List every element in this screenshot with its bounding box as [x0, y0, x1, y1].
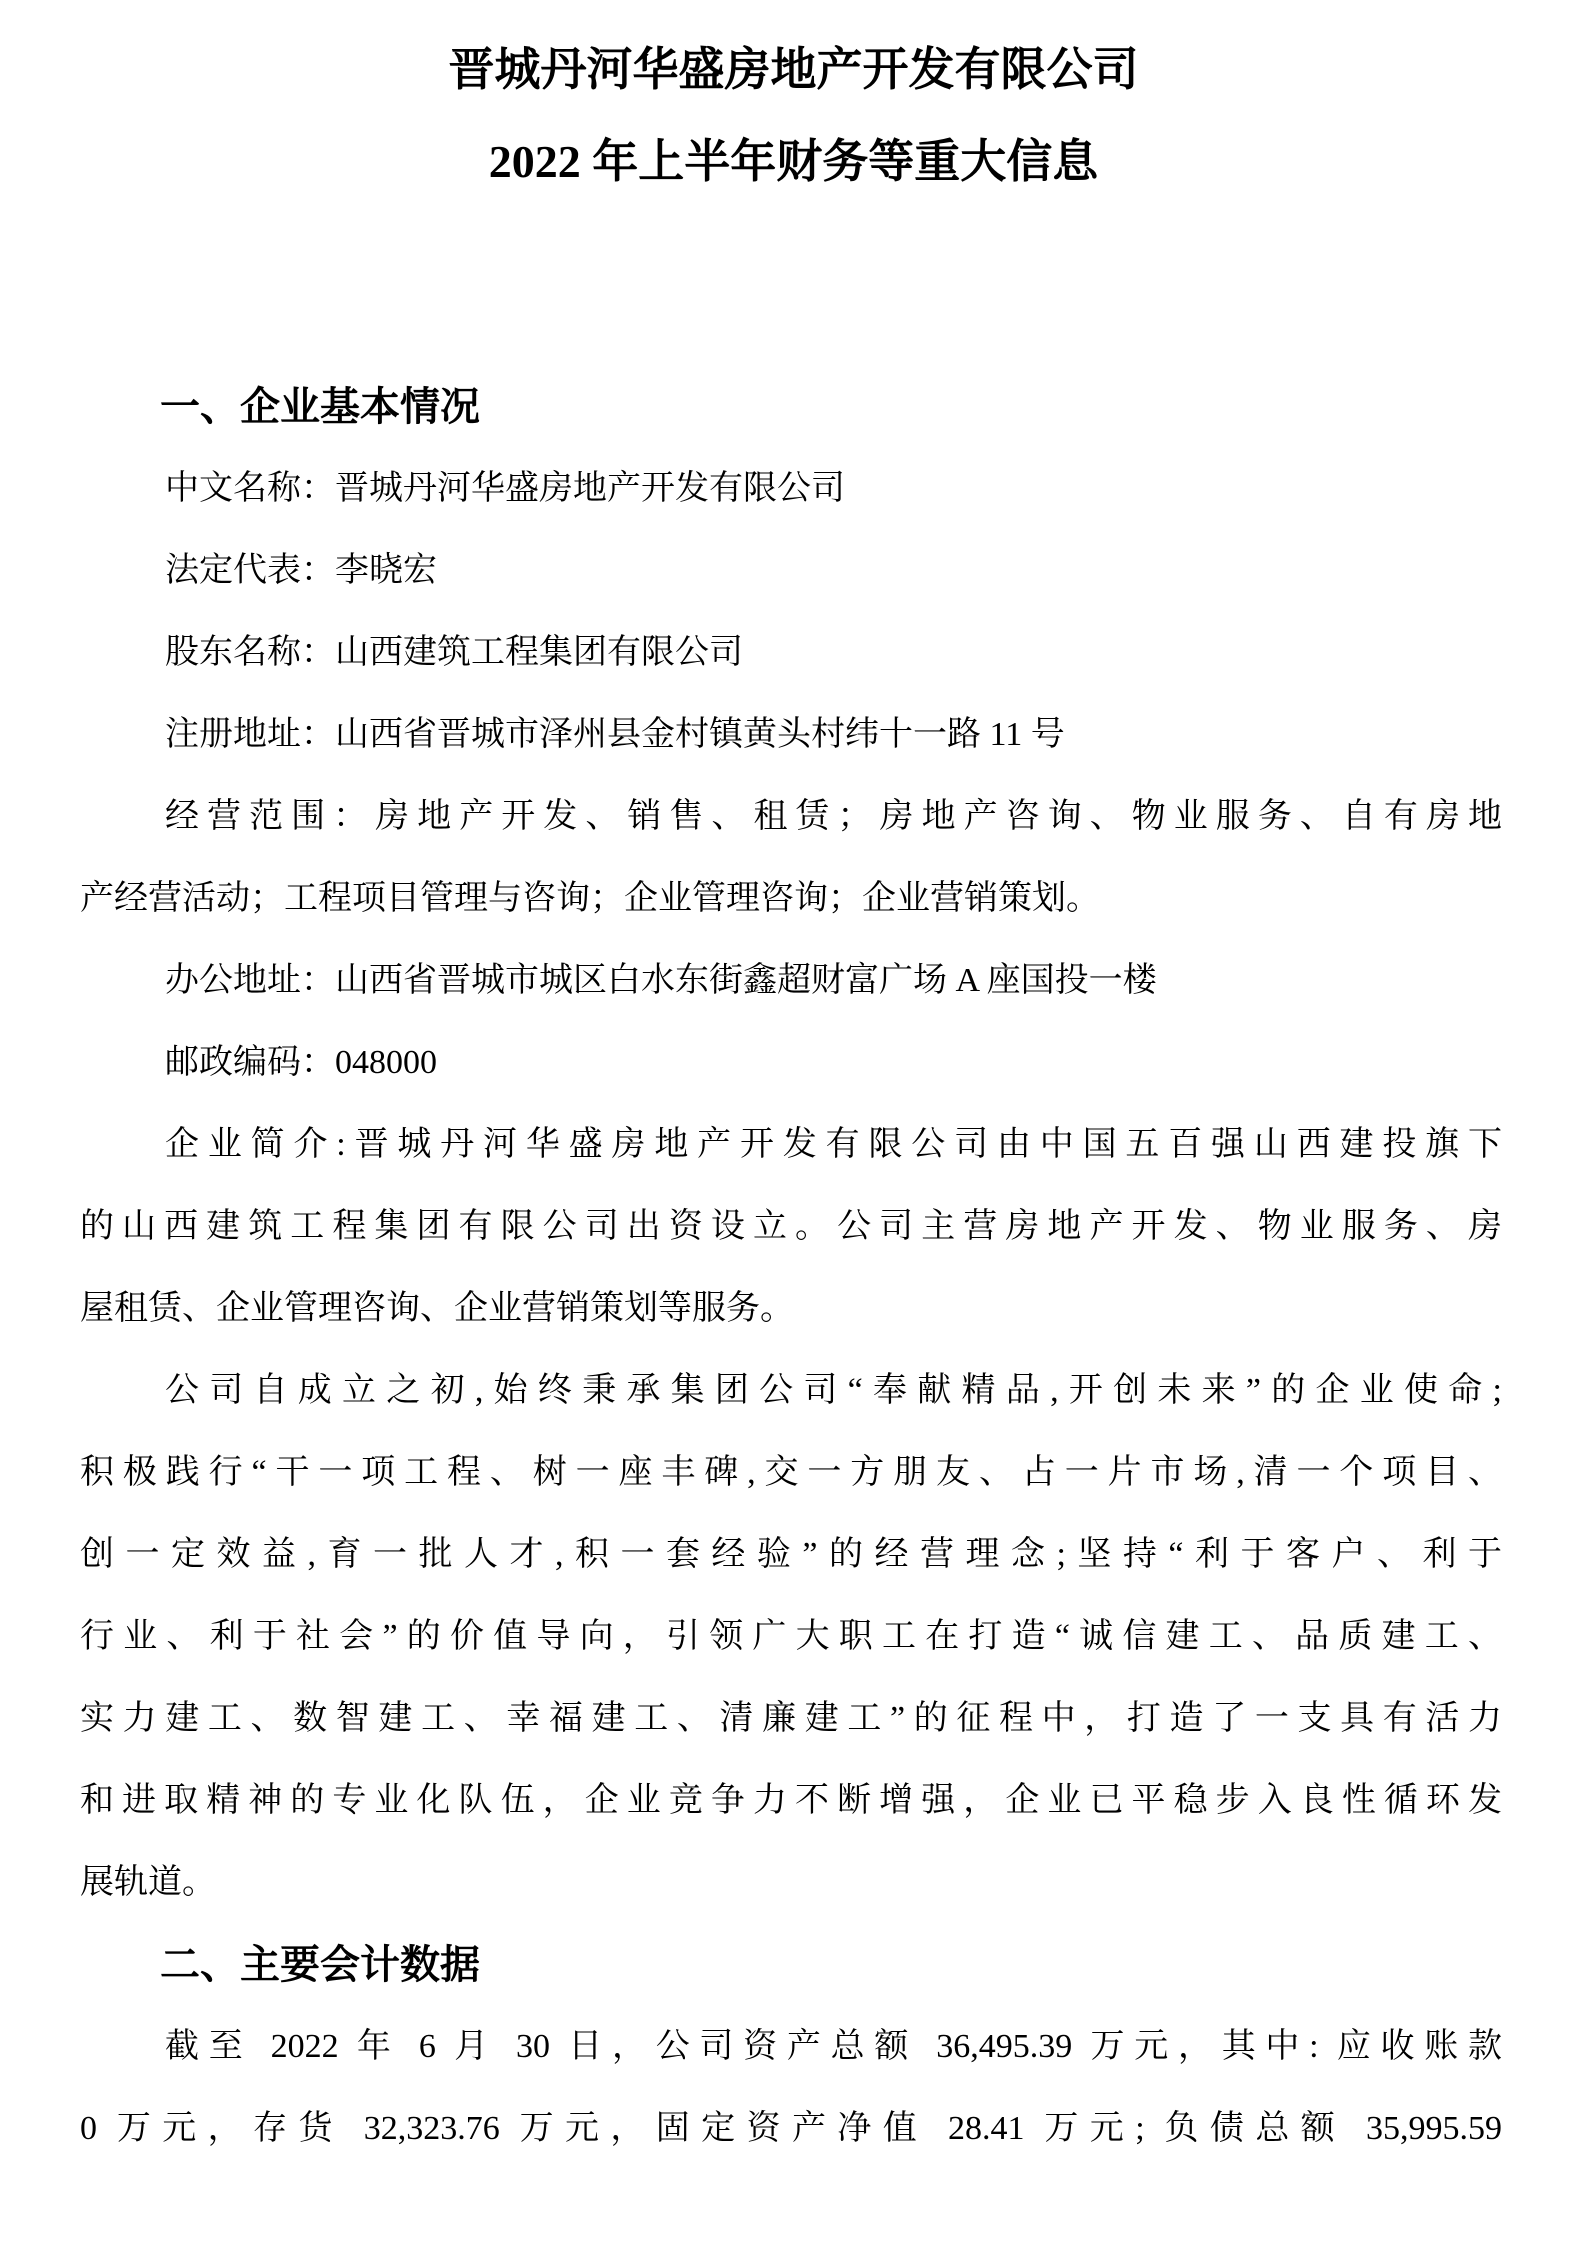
text-line: 屋租赁、企业管理咨询、企业营销策划等服务。 [80, 1290, 794, 1327]
text-line: 积极践行“干一项工程、树一座丰碑,交一方朋友、占一片市场,清一个项目、 [80, 1454, 1502, 1491]
text-line: 中文名称：晋城丹河华盛房地产开发有限公司 [165, 470, 845, 507]
section-1-lines [80, 448, 1502, 1924]
text-line: 和进取精神的专业化队伍，企业竞争力不断增强，企业已平稳步入良性循环发 [80, 1782, 1502, 1819]
text-line: 截至 2022 年 6 月 30 日，公司资产总额 36,495.39 万元，其中: 应收账款 [165, 2028, 1502, 2065]
text-line: 展轨道。 [80, 1864, 216, 1901]
text-line: 产经营活动；工程项目管理与咨询；企业管理咨询；企业营销策划。 [80, 880, 1100, 917]
text-line: 行业、利于社会”的价值导向，引领广大职工在打造“诚信建工、品质建工、 [80, 1618, 1502, 1655]
section-basic-info [80, 366, 1502, 1924]
text-line: 股东名称：山西建筑工程集团有限公司 [165, 634, 743, 671]
doc-title-line-2: 2022 年上半年财务等重大信息 [488, 136, 1099, 187]
text-line: 经营范围：房地产开发、销售、租赁；房地产咨询、物业服务、自有房地 [165, 798, 1502, 835]
text-line: 法定代表：李晓宏 [165, 552, 437, 589]
text-line: 注册地址：山西省晋城市泽州县金村镇黄头村纬十一路 11 号 [165, 716, 1065, 753]
text-line: 创一定效益,育一批人才,积一套经验”的经营理念;坚持“利于客户、利于 [80, 1536, 1502, 1573]
text-line: 办公地址：山西省晋城市城区白水东街鑫超财富广场 A 座国投一楼 [165, 962, 1157, 999]
text-line: 的山西建筑工程集团有限公司出资设立。公司主营房地产开发、物业服务、房 [80, 1208, 1502, 1245]
section-2-lines [80, 2006, 1502, 2170]
text-line: 0 万元，存货 32,323.76 万元，固定资产净值 28.41 万元; 负债总额 35,995.59 [80, 2110, 1502, 2147]
text-line: 实力建工、数智建工、幸福建工、清廉建工”的征程中，打造了一支具有活力 [80, 1700, 1502, 1737]
section-2-heading: 二、主要会计数据 [160, 1943, 480, 1987]
doc-title-line-1: 晋城丹河华盛房地产开发有限公司 [448, 44, 1139, 95]
document-body [80, 366, 1502, 2170]
text-line: 邮政编码：048000 [165, 1044, 437, 1081]
section-1-heading: 一、企业基本情况 [160, 385, 480, 429]
text-line: 公司自成立之初,始终秉承集团公司“奉献精品,开创未来”的企业使命; [165, 1372, 1502, 1409]
text-line: 企业简介:晋城丹河华盛房地产开发有限公司由中国五百强山西建投旗下 [165, 1126, 1502, 1163]
section-accounting-data [80, 1924, 1502, 2170]
